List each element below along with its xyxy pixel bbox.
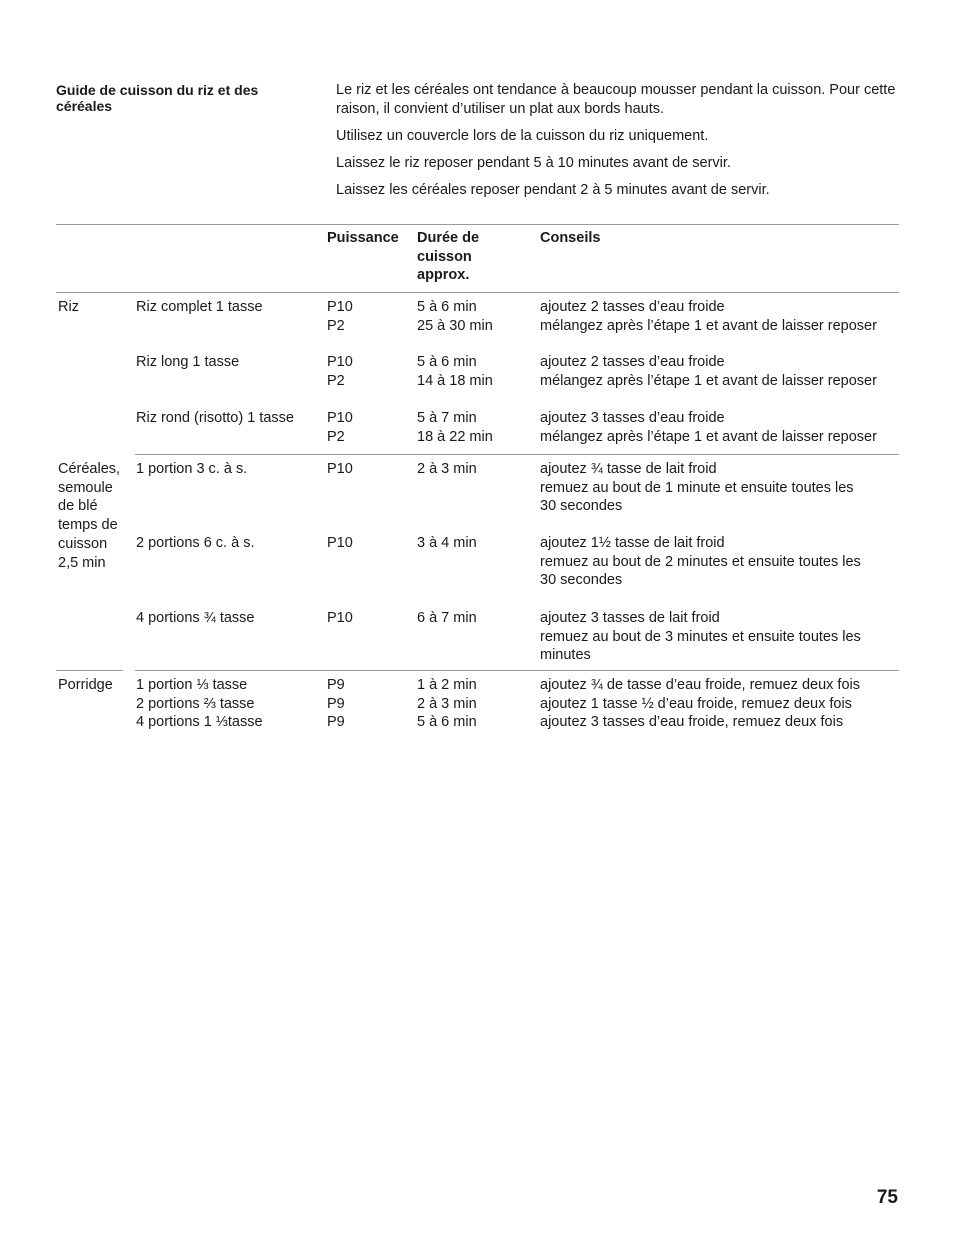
table-cell-power: P10 <box>327 461 353 477</box>
table-cell-tips: ajoutez 2 tasses d’eau froide mélangez après l’étape 1 et avant de laisser reposer <box>540 299 877 334</box>
intro-paragraph: Laissez les céréales reposer pendant 2 à 5 minutes avant de servir. <box>336 182 770 199</box>
group-label: Céréales, semoule de blé temps de cuisson 2,5 min <box>58 461 121 571</box>
intro-paragraph: Laissez le riz reposer pendant 5 à 10 minutes avant de servir. <box>336 155 731 172</box>
table-cell-tips: ajoutez 1½ tasse de lait froid remuez au bout de 2 minutes et ensuite toutes les 30 secondes <box>540 535 861 589</box>
table-cell-item: Riz long 1 tasse <box>136 354 240 370</box>
table-cell-time: 5 à 7 min 18 à 22 min <box>417 410 493 445</box>
header-time: Durée de cuisson approx. <box>417 230 480 284</box>
table-cell-time: 3 à 4 min <box>417 535 477 551</box>
table-cell-time: 6 à 7 min <box>417 610 477 626</box>
group-rule <box>56 670 123 671</box>
table-cell-item: 1 portion ⅓ tasse 2 portions ⅔ tasse 4 portions 1 ⅓tasse <box>136 677 263 731</box>
table-cell-tips: ajoutez 2 tasses d’eau froide mélangez après l’étape 1 et avant de laisser reposer <box>540 354 877 389</box>
table-cell-power: P10 P2 <box>327 299 353 334</box>
table-cell-power: P10 <box>327 535 353 551</box>
table-cell-time: 1 à 2 min 2 à 3 min 5 à 6 min <box>417 677 477 731</box>
section-title: Guide de cuisson du riz et des céréales <box>56 82 259 114</box>
table-cell-power: P9 P9 P9 <box>327 677 345 731</box>
table-cell-power: P10 <box>327 610 353 626</box>
group-rule <box>135 670 899 671</box>
table-cell-tips: ajoutez 3 tasses de lait froid remuez au bout de 3 minutes et ensuite toutes les minutes <box>540 610 861 664</box>
group-rule <box>135 454 899 455</box>
table-cell-item: 1 portion 3 c. à s. <box>136 461 248 477</box>
intro-paragraph: Utilisez un couvercle lors de la cuisson du riz uniquement. <box>336 127 709 144</box>
table-top-rule <box>56 224 899 225</box>
group-label: Riz <box>58 299 79 315</box>
table-cell-time: 5 à 6 min 14 à 18 min <box>417 354 493 389</box>
table-cell-power: P10 P2 <box>327 410 353 445</box>
table-cell-time: 5 à 6 min 25 à 30 min <box>417 299 493 334</box>
header-tips: Conseils <box>540 230 601 246</box>
table-cell-time: 2 à 3 min <box>417 461 477 477</box>
table-cell-item: Riz rond (risotto) 1 tasse <box>136 410 294 426</box>
table-cell-tips: ajoutez ¾ de tasse d’eau froide, remuez deux fois ajoutez 1 tasse ½ d’eau froide, remuez deux fois ajoutez 3 tasses d’eau froide, remuez deux fois <box>540 677 860 731</box>
page-number: 75 <box>876 1187 898 1208</box>
table-cell-item: 4 portions ¾ tasse <box>136 610 255 626</box>
intro-paragraph: Le riz et les céréales ont tendance à beaucoup mousser pendant la cuisson. Pour cette raison, il convient d’utiliser un plat aux bords hauts. <box>336 82 896 117</box>
table-cell-tips: ajoutez ¾ tasse de lait froid remuez au bout de 1 minute et ensuite toutes les 30 secondes <box>540 461 854 515</box>
group-label: Porridge <box>58 677 113 693</box>
intro-text <box>336 81 896 209</box>
table-cell-tips: ajoutez 3 tasses d’eau froide mélangez après l’étape 1 et avant de laisser reposer <box>540 410 877 445</box>
table-cell-power: P10 P2 <box>327 354 353 389</box>
header-bottom-rule <box>56 292 899 293</box>
table-cell-item: Riz complet 1 tasse <box>136 299 263 315</box>
header-power: Puissance <box>327 230 399 246</box>
table-cell-item: 2 portions 6 c. à s. <box>136 535 255 551</box>
